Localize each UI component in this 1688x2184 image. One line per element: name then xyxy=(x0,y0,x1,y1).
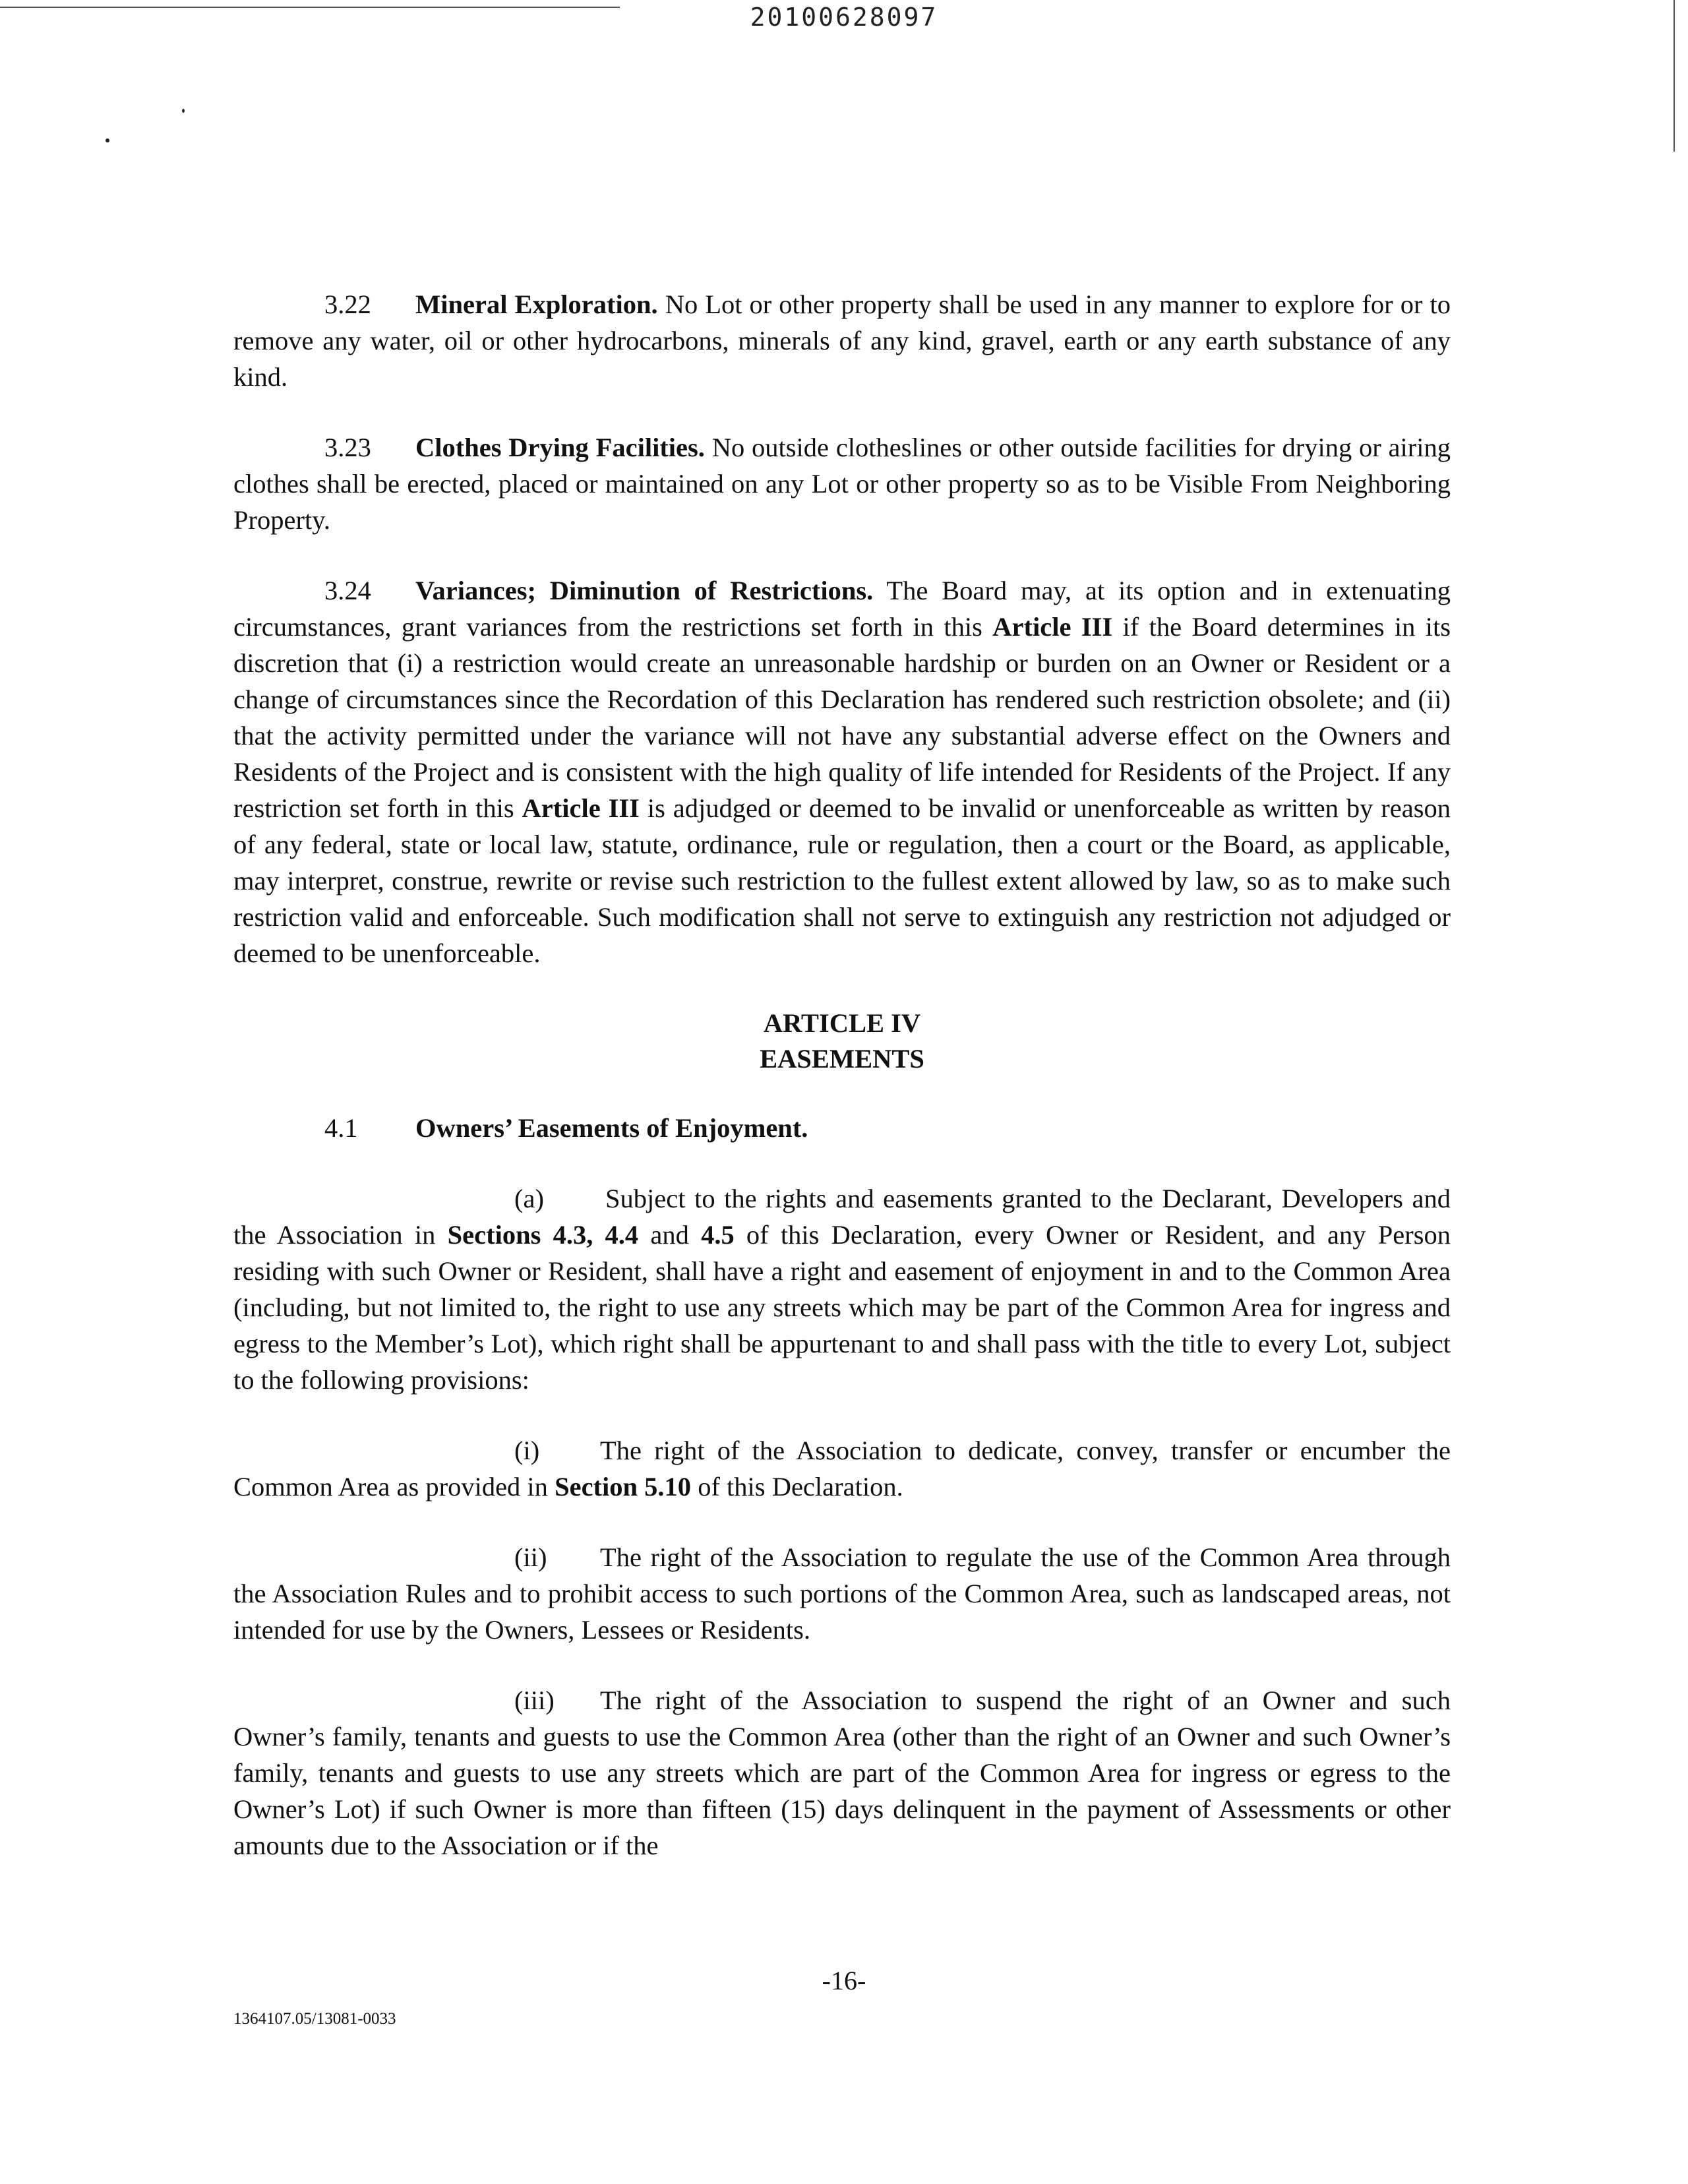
section-3-22 xyxy=(233,286,1451,395)
document-id: 1364107.05/13081-0033 xyxy=(233,2010,396,2028)
clause-i xyxy=(233,1432,1451,1505)
section-3-24 xyxy=(233,572,1451,971)
section-title: Mineral Exploration. xyxy=(415,289,658,319)
clause-label: (i) xyxy=(514,1436,540,1465)
clause-text: of this Declaration. xyxy=(691,1472,903,1502)
scan-speck xyxy=(106,138,109,142)
page-number: -16- xyxy=(822,1966,866,1995)
clause-ii xyxy=(233,1539,1451,1648)
section-reference: Sections 4.3, 4.4 xyxy=(447,1220,639,1250)
section-text: if the Board determines in its discretion that (i) a restriction would create an unreasonable hardship or burden on an Owner or Resident or a change of circumstances since the Recordation of this Declaration has rendered such restriction obsolete; and (ii) that the activity permitted under the variance will not have any substantial adverse effect on the Owners and Residents of the Project and is consistent with the high quality of life intended for Residents of the Project. If any restriction set forth in this xyxy=(233,612,1451,823)
subsection-a xyxy=(233,1180,1451,1398)
clause-text: The right of the Association to suspend the right of an Owner and such Owner’s family, tenants and guests to use the Common Area (other than the right of an Owner and such Owner’s family, tenants and guests to use any streets which are part of the Common Area for ingress or egress to the Owner’s Lot) if such Owner is more than fifteen (15) days delinquent in the payment of Assessments or other amounts due to the Association or if the xyxy=(233,1685,1451,1860)
section-text: No outside clotheslines or other outside facilities for drying or airing clothes shall be erected, placed or maintained on any Lot or other property so as to be Visible From Neighboring Property. xyxy=(233,433,1451,535)
subsection-text: of this Declaration, every Owner or Resident, and any Person residing with such Owner or Resident, shall have a right and easement of enjoyment in and to the Common Area (including, but not limited to, the right to use any streets which may be part of the Common Area for ingress and egress to the Member’s Lot), which right shall be appurtenant to and shall pass with the title to every Lot, subject to the following provisions: xyxy=(233,1220,1451,1395)
section-title: Clothes Drying Facilities. xyxy=(415,433,705,462)
article-reference: Article III xyxy=(522,793,640,823)
subsection-label: (a) xyxy=(514,1184,544,1213)
article-reference: Article III xyxy=(992,612,1113,642)
section-4-1-heading xyxy=(324,1110,1451,1146)
section-number: 3.22 xyxy=(324,289,371,319)
section-text: No Lot or other property shall be used in any manner to explore for or to remove any water, oil or other hydrocarbons, minerals of any kind, gravel, earth or any earth substance of any kind. xyxy=(233,289,1451,392)
subsection-text: Subject to the rights and easements granted to the Declarant, Developers and the Association in xyxy=(233,1184,1451,1250)
clause-label: (iii) xyxy=(514,1685,555,1715)
section-3-23 xyxy=(233,429,1451,538)
clause-label: (ii) xyxy=(514,1542,547,1572)
section-reference: Section 5.10 xyxy=(555,1472,692,1502)
section-text: is adjudged or deemed to be invalid or unenforceable as written by reason of any federal, state or local law, statute, ordinance, rule or regulation, then a court or the Board, as applicable, may interpret, construe, rewrite or revise such restriction to the fullest extent allowed by law, so as to make such restriction valid and enforceable. Such modification shall not serve to extinguish any restriction not adjudged or deemed to be unenforceable. xyxy=(233,793,1451,968)
article-title: EASEMENTS xyxy=(760,1044,924,1074)
document-body xyxy=(233,286,1451,1898)
section-number: 3.23 xyxy=(324,433,371,462)
clause-text: The right of the Association to dedicate, convey, transfer or encumber the Common Area as provided in xyxy=(233,1436,1451,1502)
clause-iii xyxy=(233,1682,1451,1864)
section-text: The Board may, at its option and in extenuating circumstances, grant variances from the restrictions set forth in this xyxy=(233,576,1451,642)
section-reference: 4.5 xyxy=(701,1220,735,1250)
section-title: Variances; Diminution of Restrictions. xyxy=(415,576,874,605)
subsection-text: and xyxy=(638,1220,702,1250)
article-heading xyxy=(233,1006,1451,1077)
clause-text: The right of the Association to regulate the use of the Common Area through the Association Rules and to prohibit access to such portions of the Common Area, such as landscaped areas, not intended for use by the Owners, Lessees or Residents. xyxy=(233,1542,1451,1645)
section-title: Owners’ Easements of Enjoyment. xyxy=(415,1113,808,1143)
section-number: 4.1 xyxy=(324,1113,358,1143)
recording-number: 20100628097 xyxy=(750,3,938,32)
article-number: ARTICLE IV xyxy=(763,1008,921,1038)
section-number: 3.24 xyxy=(324,576,371,605)
scan-speck xyxy=(182,109,185,113)
